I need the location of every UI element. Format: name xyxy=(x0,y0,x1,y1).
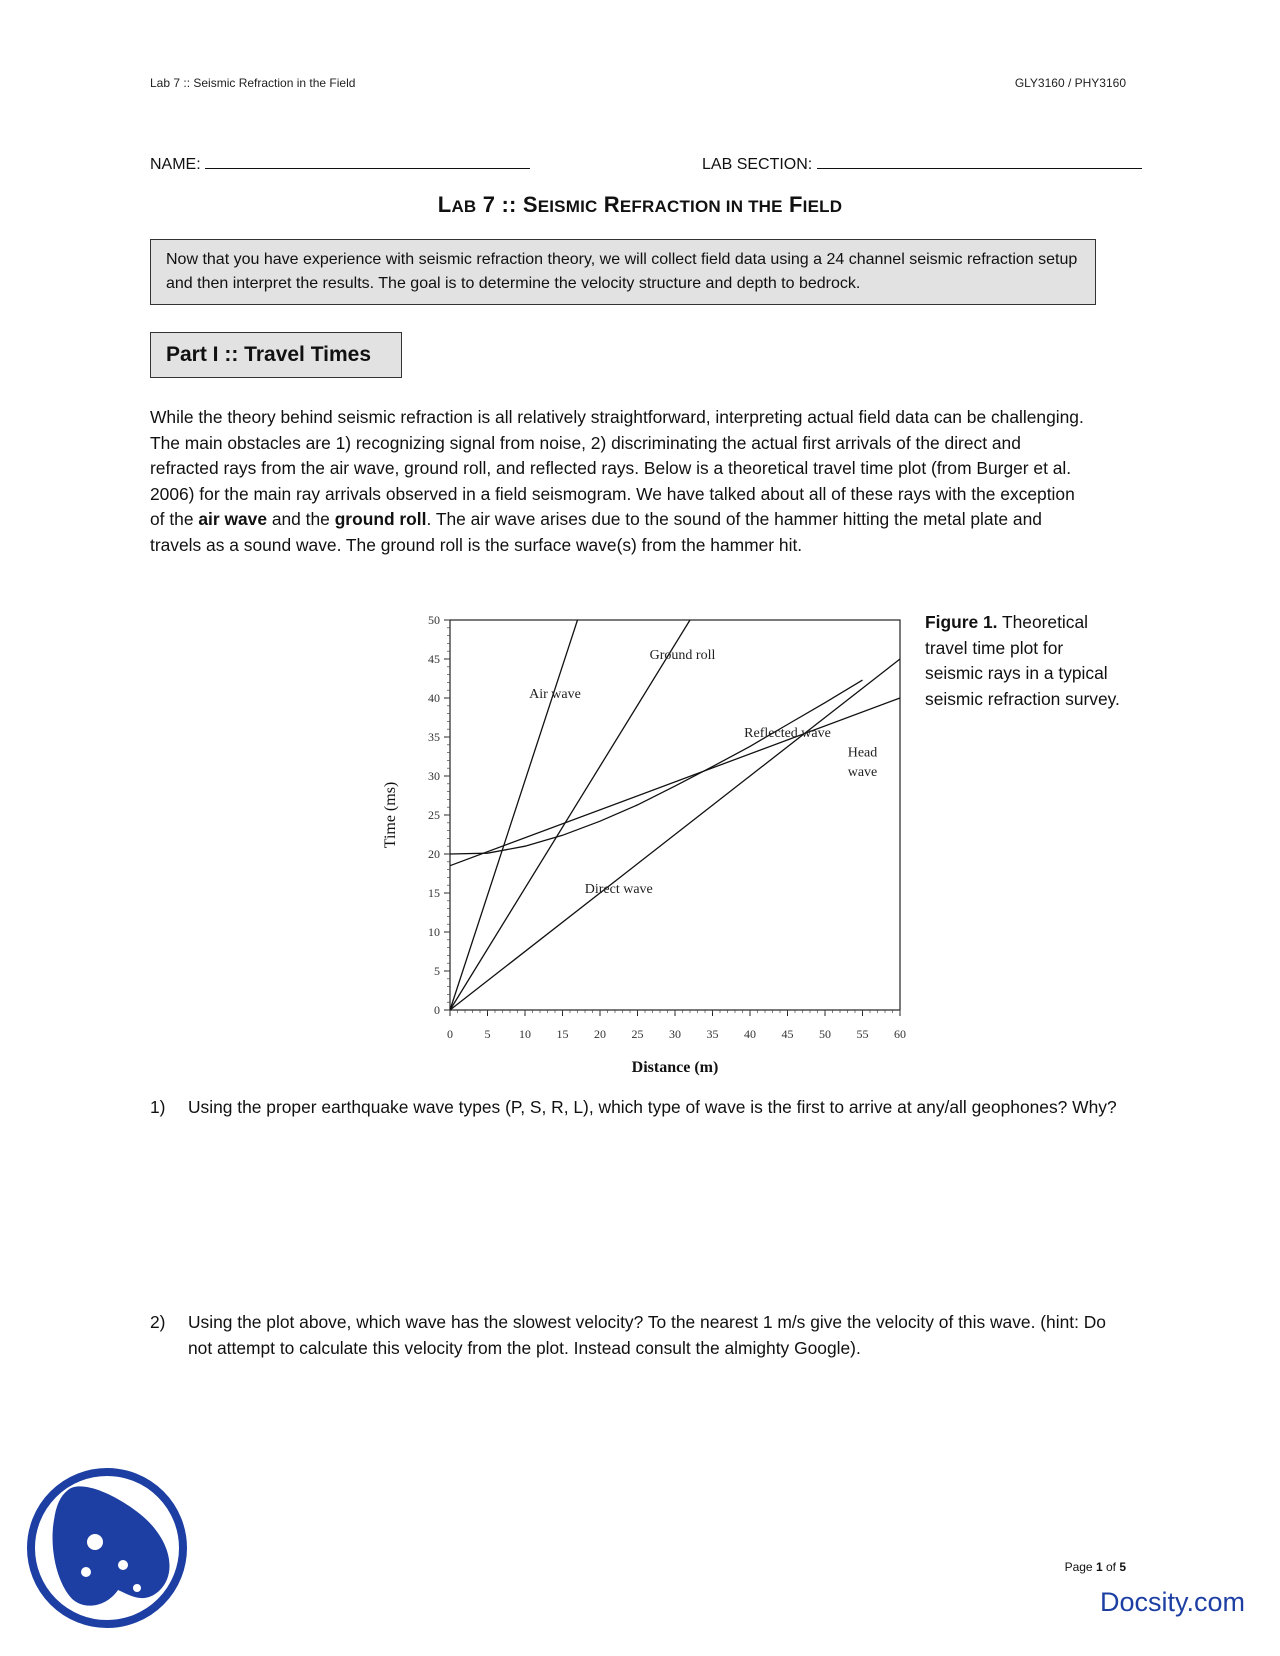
x-axis-label: Distance (m) xyxy=(631,1059,719,1076)
y-tick-label: 0 xyxy=(434,1003,440,1017)
series-line-head-wave xyxy=(450,698,900,866)
y-tick-label: 30 xyxy=(428,769,440,783)
annotation-wave: wave xyxy=(847,765,878,780)
y-tick-label: 45 xyxy=(428,652,440,666)
x-tick-label: 60 xyxy=(894,1027,906,1041)
x-tick-label: 5 xyxy=(484,1027,491,1041)
docsity-logo-icon xyxy=(20,1462,195,1634)
y-tick-label: 35 xyxy=(428,730,440,744)
y-tick-label: 40 xyxy=(428,691,440,705)
annotation-direct-wave: Direct wave xyxy=(584,882,653,897)
y-axis-label: Time (ms) xyxy=(382,781,399,849)
body-paragraph: While the theory behind seismic refraction is all relatively straightforward, interpreting actual field data can be challenging. The main obstacles are 1) recognizing signal from noise, 2) discriminating the actual first arrivals of the direct and refracted rays from the air wave, ground roll, and reflected rays. Below is a theoretical travel time plot (from Burger et al. 2006) for the main ray arrivals observed in a field seismogram. We have talked about all of these rays with the exception of the air wave and the ground roll. The air wave arises due to the sound of the hammer hitting the metal plate and travels as a sound wave. The ground roll is the surface wave(s) from the hammer hit. xyxy=(150,407,1084,555)
question-text: Using the plot above, which wave has the slowest velocity? To the nearest 1 m/s give the velocity of this wave. (hint: Do not attempt to calculate this velocity from the plot. Instead consult the almighty Google). xyxy=(188,1312,1106,1358)
annotation-reflected-wave: Reflected wave xyxy=(744,726,831,741)
series-line-direct-wave xyxy=(450,659,900,1010)
y-tick-label: 5 xyxy=(434,964,440,978)
section-label: LAB SECTION: xyxy=(702,156,813,173)
travel-time-chart xyxy=(370,600,920,1080)
page-number: Page 1 of 5 xyxy=(1064,1560,1126,1574)
x-tick-label: 25 xyxy=(631,1027,644,1041)
x-tick-label: 45 xyxy=(781,1027,794,1041)
y-tick-label: 25 xyxy=(428,808,440,822)
annotation-air-wave: Air wave xyxy=(529,687,581,702)
x-tick-label: 55 xyxy=(856,1027,869,1041)
plot-frame xyxy=(450,620,900,1010)
header-left: Lab 7 :: Seismic Refraction in the Field xyxy=(150,76,356,90)
annotation-ground-roll: Ground roll xyxy=(649,648,716,663)
x-tick-label: 35 xyxy=(706,1027,719,1041)
name-blank[interactable] xyxy=(205,154,530,169)
intro-box: Now that you have experience with seismic refraction theory, we will collect field data using a 24 channel seismic refraction setup and then interpret the results. The goal is to determine the velocity structure and depth to bedrock. xyxy=(150,239,1096,305)
y-tick-label: 10 xyxy=(428,925,440,939)
series-line-air-wave xyxy=(450,620,578,1010)
part-heading: Part I :: Travel Times xyxy=(150,332,402,378)
question-number: 2) xyxy=(150,1312,166,1332)
x-tick-label: 10 xyxy=(519,1027,531,1041)
section-blank[interactable] xyxy=(817,154,1142,169)
y-tick-label: 15 xyxy=(428,886,440,900)
question-text: Using the proper earthquake wave types (P, S, R, L), which type of wave is the first to arrive at any/all geophones? Why? xyxy=(188,1097,1117,1117)
name-field-row xyxy=(150,154,530,174)
page-title: LAB 7 :: SEISMIC REFRACTION IN THE FIELD xyxy=(437,192,843,217)
y-tick-label: 20 xyxy=(428,847,440,861)
x-tick-label: 50 xyxy=(819,1027,831,1041)
header-right: GLY3160 / PHY3160 xyxy=(1014,76,1126,90)
x-tick-label: 30 xyxy=(669,1027,681,1041)
x-tick-label: 40 xyxy=(744,1027,756,1041)
x-tick-label: 0 xyxy=(447,1027,453,1041)
y-tick-label: 50 xyxy=(428,613,440,627)
series-line-reflected-wave xyxy=(450,680,863,854)
series-line-ground-roll xyxy=(450,620,690,1010)
x-tick-label: 15 xyxy=(556,1027,569,1041)
question-number: 1) xyxy=(150,1097,166,1117)
x-tick-label: 20 xyxy=(594,1027,606,1041)
section-field-row xyxy=(702,154,1142,174)
figure-caption: Figure 1. Theoretical travel time plot for seismic rays in a typical seismic refraction survey. xyxy=(925,612,1120,709)
name-label: NAME: xyxy=(150,156,201,173)
annotation-head: Head xyxy=(847,745,878,761)
docsity-watermark: Docsity.com xyxy=(1100,1587,1246,1617)
